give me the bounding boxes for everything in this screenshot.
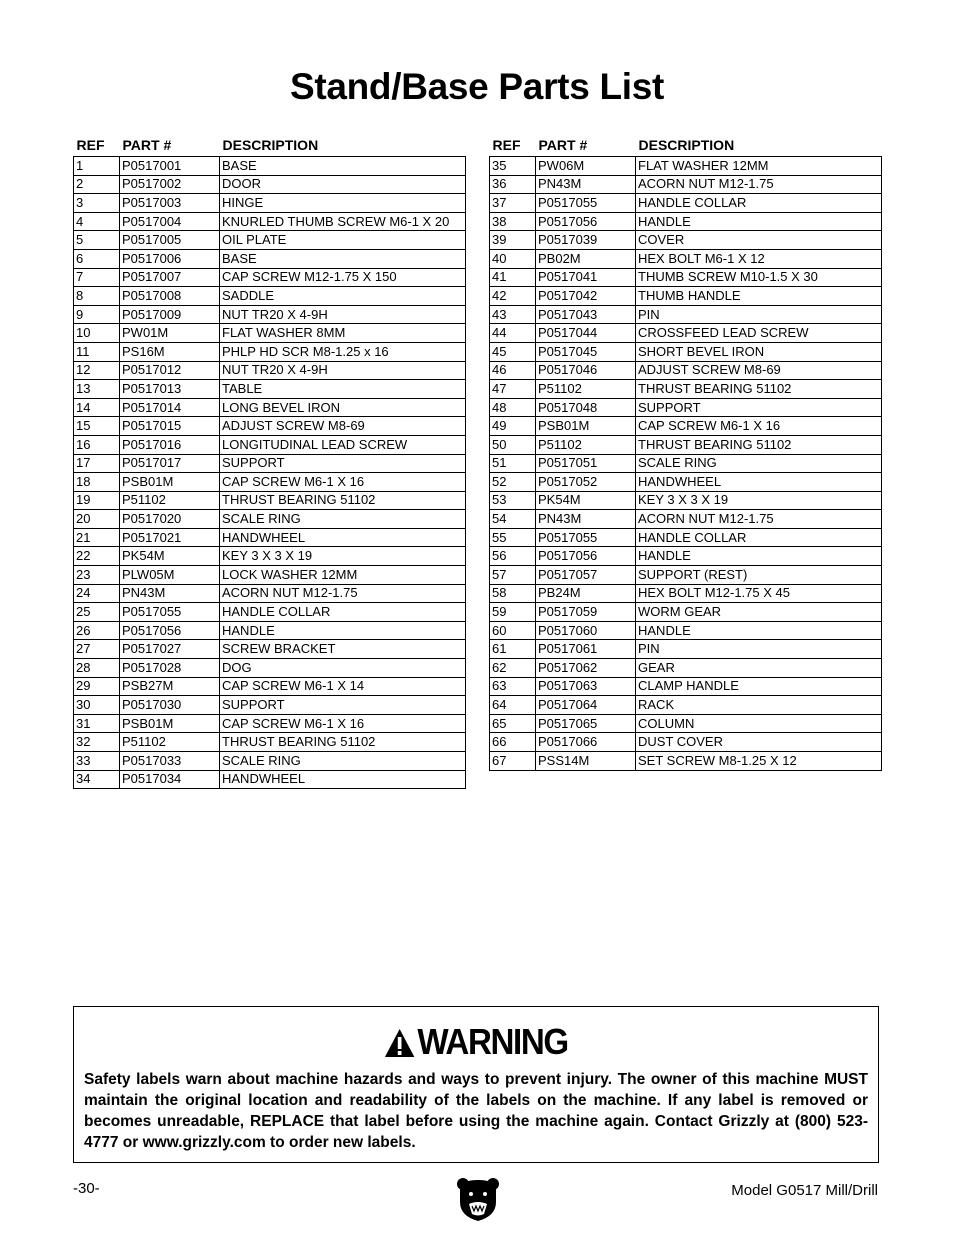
table-row xyxy=(74,696,466,715)
warning-triangle-icon xyxy=(384,1028,415,1058)
description-cell: HANDLE xyxy=(636,212,882,231)
ref-cell: 59 xyxy=(490,603,536,622)
table-row xyxy=(490,361,882,380)
table-row xyxy=(490,752,882,771)
part-number-cell: P51102 xyxy=(536,435,636,454)
parts-table-left xyxy=(73,133,466,789)
page-title: Stand/Base Parts List xyxy=(289,66,665,107)
warning-box xyxy=(73,1006,879,1163)
table-row xyxy=(490,454,882,473)
warning-text: Safety labels warn about machine hazards and ways to prevent injury. The owner of this machine MUST maintain the original location and readability of the labels on the machine. If any label is removed or becomes unreadable, REPLACE that label before using the machine again. Contact Grizzly at (800) 523-4777 or www.grizzly.com to order new labels. xyxy=(84,1071,868,1151)
part-number-cell: P51102 xyxy=(536,380,636,399)
part-number-cell: PB24M xyxy=(536,584,636,603)
ref-cell: 56 xyxy=(490,547,536,566)
part-number-cell: P0517007 xyxy=(120,268,220,287)
table-row xyxy=(490,528,882,547)
ref-cell: 17 xyxy=(74,454,120,473)
model-name: Model G0517 Mill/Drill xyxy=(731,1182,878,1199)
ref-cell: 54 xyxy=(490,510,536,529)
ref-cell: 64 xyxy=(490,696,536,715)
part-number-cell: P0517048 xyxy=(536,398,636,417)
description-cell: DOG xyxy=(220,659,466,678)
description-cell: HANDWHEEL xyxy=(220,528,466,547)
description-cell: ADJUST SCREW M8-69 xyxy=(636,361,882,380)
ref-cell: 48 xyxy=(490,398,536,417)
part-number-cell: P0517041 xyxy=(536,268,636,287)
ref-cell: 13 xyxy=(74,380,120,399)
ref-cell: 19 xyxy=(74,491,120,510)
part-number-cell: PK54M xyxy=(120,547,220,566)
part-number-cell: PSB01M xyxy=(120,714,220,733)
table-row xyxy=(490,547,882,566)
part-number-cell: P51102 xyxy=(120,491,220,510)
description-cell: THRUST BEARING 51102 xyxy=(220,733,466,752)
table-row xyxy=(490,268,882,287)
part-number-cell: P0517030 xyxy=(120,696,220,715)
ref-cell: 65 xyxy=(490,714,536,733)
ref-cell: 2 xyxy=(74,175,120,194)
part-number-cell: P0517034 xyxy=(120,770,220,789)
description-cell: CLAMP HANDLE xyxy=(636,677,882,696)
part-header: PART # xyxy=(122,136,172,153)
table-row xyxy=(490,491,882,510)
description-cell: FLAT WASHER 12MM xyxy=(636,157,882,176)
table-row xyxy=(490,473,882,492)
part-number-cell: PK54M xyxy=(536,491,636,510)
ref-cell: 9 xyxy=(74,305,120,324)
table-row xyxy=(74,194,466,213)
part-number-cell: P0517039 xyxy=(536,231,636,250)
part-number-cell: P0517020 xyxy=(120,510,220,529)
table-row xyxy=(74,305,466,324)
part-number-cell: P0517043 xyxy=(536,305,636,324)
description-cell: THUMB SCREW M10-1.5 X 30 xyxy=(636,268,882,287)
table-row xyxy=(490,584,882,603)
ref-cell: 34 xyxy=(74,770,120,789)
description-cell: BASE xyxy=(220,249,466,268)
description-cell: DUST COVER xyxy=(636,733,882,752)
description-cell: HANDLE COLLAR xyxy=(636,528,882,547)
part-number-cell: P0517057 xyxy=(536,566,636,585)
description-cell: CAP SCREW M12-1.75 X 150 xyxy=(220,268,466,287)
table-row xyxy=(74,473,466,492)
description-cell: HANDLE xyxy=(636,547,882,566)
description-cell: CAP SCREW M6-1 X 16 xyxy=(220,714,466,733)
table-row xyxy=(74,175,466,194)
part-number-cell: P0517004 xyxy=(120,212,220,231)
table-row xyxy=(490,380,882,399)
table-row xyxy=(490,398,882,417)
description-cell: SADDLE xyxy=(220,287,466,306)
ref-cell: 44 xyxy=(490,324,536,343)
part-number-cell: P0517013 xyxy=(120,380,220,399)
part-number-cell: P0517008 xyxy=(120,287,220,306)
part-number-cell: P0517066 xyxy=(536,733,636,752)
part-number-cell: P0517001 xyxy=(120,157,220,176)
description-cell: KEY 3 X 3 X 19 xyxy=(636,491,882,510)
table-row xyxy=(74,640,466,659)
part-number-cell: P0517055 xyxy=(536,528,636,547)
ref-cell: 28 xyxy=(74,659,120,678)
part-number-cell: P0517002 xyxy=(120,175,220,194)
description-cell: PIN xyxy=(636,640,882,659)
parts-table-right xyxy=(489,133,882,771)
description-cell: NUT TR20 X 4-9H xyxy=(220,305,466,324)
description-cell: COLUMN xyxy=(636,714,882,733)
ref-cell: 20 xyxy=(74,510,120,529)
table-row xyxy=(74,510,466,529)
description-cell: CAP SCREW M6-1 X 16 xyxy=(220,473,466,492)
ref-cell: 45 xyxy=(490,342,536,361)
part-number-cell: PN43M xyxy=(536,510,636,529)
ref-cell: 63 xyxy=(490,677,536,696)
ref-cell: 12 xyxy=(74,361,120,380)
part-number-cell: P0517017 xyxy=(120,454,220,473)
table-row xyxy=(74,398,466,417)
part-number-cell: P0517055 xyxy=(120,603,220,622)
ref-cell: 10 xyxy=(74,324,120,343)
table-header-row xyxy=(74,133,466,157)
table-row xyxy=(74,361,466,380)
part-number-cell: PS16M xyxy=(120,342,220,361)
ref-cell: 46 xyxy=(490,361,536,380)
ref-cell: 58 xyxy=(490,584,536,603)
part-number-cell: P0517006 xyxy=(120,249,220,268)
ref-cell: 16 xyxy=(74,435,120,454)
table-row xyxy=(74,752,466,771)
table-row xyxy=(74,733,466,752)
description-cell: THRUST BEARING 51102 xyxy=(220,491,466,510)
description-cell: SUPPORT (REST) xyxy=(636,566,882,585)
ref-cell: 37 xyxy=(490,194,536,213)
part-number-cell: P0517056 xyxy=(120,621,220,640)
part-number-cell: P0517064 xyxy=(536,696,636,715)
ref-cell: 18 xyxy=(74,473,120,492)
ref-cell: 30 xyxy=(74,696,120,715)
table-row xyxy=(490,435,882,454)
part-number-cell: P0517028 xyxy=(120,659,220,678)
description-cell: THUMB HANDLE xyxy=(636,287,882,306)
part-number-cell: P0517044 xyxy=(536,324,636,343)
part-number-cell: P0517012 xyxy=(120,361,220,380)
table-row xyxy=(74,566,466,585)
part-number-cell: P0517027 xyxy=(120,640,220,659)
description-cell: HANDLE COLLAR xyxy=(220,603,466,622)
ref-cell: 66 xyxy=(490,733,536,752)
description-cell: THRUST BEARING 51102 xyxy=(636,435,882,454)
ref-cell: 22 xyxy=(74,547,120,566)
part-number-cell: PSB01M xyxy=(120,473,220,492)
description-cell: OIL PLATE xyxy=(220,231,466,250)
table-row xyxy=(74,659,466,678)
table-row xyxy=(74,157,466,176)
description-cell: ACORN NUT M12-1.75 xyxy=(636,510,882,529)
ref-cell: 43 xyxy=(490,305,536,324)
ref-header: REF xyxy=(76,136,105,153)
table-row xyxy=(74,621,466,640)
table-row xyxy=(74,380,466,399)
description-cell: LONGITUDINAL LEAD SCREW xyxy=(220,435,466,454)
ref-cell: 60 xyxy=(490,621,536,640)
table-row xyxy=(74,714,466,733)
description-cell: PHLP HD SCR M8-1.25 x 16 xyxy=(220,342,466,361)
part-number-cell: PSB27M xyxy=(120,677,220,696)
ref-cell: 67 xyxy=(490,752,536,771)
ref-cell: 52 xyxy=(490,473,536,492)
description-cell: LOCK WASHER 12MM xyxy=(220,566,466,585)
part-number-cell: P0517056 xyxy=(536,212,636,231)
table-header-row xyxy=(490,133,882,157)
description-cell: CROSSFEED LEAD SCREW xyxy=(636,324,882,343)
part-number-cell: P0517016 xyxy=(120,435,220,454)
table-row xyxy=(74,770,466,789)
part-number-cell: P51102 xyxy=(120,733,220,752)
table-row xyxy=(490,157,882,176)
ref-cell: 32 xyxy=(74,733,120,752)
description-cell: CAP SCREW M6-1 X 14 xyxy=(220,677,466,696)
table-row xyxy=(74,491,466,510)
ref-cell: 29 xyxy=(74,677,120,696)
ref-cell: 23 xyxy=(74,566,120,585)
ref-cell: 27 xyxy=(74,640,120,659)
table-row xyxy=(74,231,466,250)
ref-cell: 8 xyxy=(74,287,120,306)
table-row xyxy=(490,659,882,678)
ref-cell: 62 xyxy=(490,659,536,678)
table-row xyxy=(74,584,466,603)
table-row xyxy=(74,417,466,436)
description-cell: NUT TR20 X 4-9H xyxy=(220,361,466,380)
part-header: PART # xyxy=(538,136,588,153)
part-number-cell: P0517056 xyxy=(536,547,636,566)
table-row xyxy=(490,733,882,752)
ref-cell: 41 xyxy=(490,268,536,287)
part-number-cell: P0517005 xyxy=(120,231,220,250)
part-number-cell: PSB01M xyxy=(536,417,636,436)
table-row xyxy=(74,528,466,547)
part-number-cell: PW01M xyxy=(120,324,220,343)
part-number-cell: P0517015 xyxy=(120,417,220,436)
description-cell: HANDWHEEL xyxy=(220,770,466,789)
table-row xyxy=(490,324,882,343)
description-cell: GEAR xyxy=(636,659,882,678)
description-cell: PIN xyxy=(636,305,882,324)
table-row xyxy=(490,417,882,436)
ref-cell: 51 xyxy=(490,454,536,473)
part-number-cell: P0517003 xyxy=(120,194,220,213)
ref-cell: 24 xyxy=(74,584,120,603)
part-number-cell: PSS14M xyxy=(536,752,636,771)
ref-cell: 15 xyxy=(74,417,120,436)
ref-cell: 14 xyxy=(74,398,120,417)
table-row xyxy=(74,547,466,566)
description-cell: RACK xyxy=(636,696,882,715)
ref-cell: 55 xyxy=(490,528,536,547)
ref-cell: 49 xyxy=(490,417,536,436)
description-cell: HEX BOLT M6-1 X 12 xyxy=(636,249,882,268)
table-row xyxy=(490,231,882,250)
description-cell: THRUST BEARING 51102 xyxy=(636,380,882,399)
part-number-cell: P0517061 xyxy=(536,640,636,659)
table-row xyxy=(490,677,882,696)
part-number-cell: PN43M xyxy=(120,584,220,603)
part-number-cell: P0517033 xyxy=(120,752,220,771)
ref-cell: 39 xyxy=(490,231,536,250)
description-cell: KEY 3 X 3 X 19 xyxy=(220,547,466,566)
part-number-cell: PW06M xyxy=(536,157,636,176)
description-cell: SCALE RING xyxy=(220,752,466,771)
description-cell: CAP SCREW M6-1 X 16 xyxy=(636,417,882,436)
part-number-cell: P0517046 xyxy=(536,361,636,380)
ref-cell: 31 xyxy=(74,714,120,733)
description-cell: HANDWHEEL xyxy=(636,473,882,492)
description-cell: ACORN NUT M12-1.75 xyxy=(220,584,466,603)
description-cell: HANDLE xyxy=(220,621,466,640)
description-cell: HINGE xyxy=(220,194,466,213)
table-row xyxy=(490,696,882,715)
table-row xyxy=(74,454,466,473)
table-row xyxy=(74,212,466,231)
description-cell: HEX BOLT M12-1.75 X 45 xyxy=(636,584,882,603)
ref-cell: 26 xyxy=(74,621,120,640)
description-cell: HANDLE xyxy=(636,621,882,640)
description-cell: SUPPORT xyxy=(636,398,882,417)
description-header: DESCRIPTION xyxy=(222,136,319,153)
description-cell: KNURLED THUMB SCREW M6-1 X 20 xyxy=(220,212,466,231)
table-row xyxy=(490,510,882,529)
description-cell: COVER xyxy=(636,231,882,250)
part-number-cell: PLW05M xyxy=(120,566,220,585)
ref-cell: 36 xyxy=(490,175,536,194)
description-cell: SUPPORT xyxy=(220,696,466,715)
table-row xyxy=(74,268,466,287)
part-number-cell: PB02M xyxy=(536,249,636,268)
warning-heading-text: WARNING xyxy=(417,1021,568,1062)
table-row xyxy=(490,342,882,361)
warning-heading xyxy=(106,1021,846,1063)
part-number-cell: P0517042 xyxy=(536,287,636,306)
ref-cell: 7 xyxy=(74,268,120,287)
ref-cell: 3 xyxy=(74,194,120,213)
table-row xyxy=(490,603,882,622)
description-cell: SET SCREW M8-1.25 X 12 xyxy=(636,752,882,771)
ref-cell: 25 xyxy=(74,603,120,622)
table-row xyxy=(490,621,882,640)
description-header: DESCRIPTION xyxy=(638,136,735,153)
description-cell: SCALE RING xyxy=(220,510,466,529)
page-number: -30- xyxy=(73,1180,100,1197)
table-row xyxy=(490,640,882,659)
description-cell: SCALE RING xyxy=(636,454,882,473)
table-row xyxy=(74,249,466,268)
part-number-cell: PN43M xyxy=(536,175,636,194)
description-cell: HANDLE COLLAR xyxy=(636,194,882,213)
description-cell: SUPPORT xyxy=(220,454,466,473)
description-cell: BASE xyxy=(220,157,466,176)
ref-cell: 57 xyxy=(490,566,536,585)
ref-cell: 47 xyxy=(490,380,536,399)
part-number-cell: P0517052 xyxy=(536,473,636,492)
description-cell: SCREW BRACKET xyxy=(220,640,466,659)
ref-cell: 35 xyxy=(490,157,536,176)
ref-cell: 5 xyxy=(74,231,120,250)
table-row xyxy=(74,342,466,361)
description-cell: ADJUST SCREW M8-69 xyxy=(220,417,466,436)
description-cell: WORM GEAR xyxy=(636,603,882,622)
table-row xyxy=(74,603,466,622)
description-cell: DOOR xyxy=(220,175,466,194)
grizzly-bear-logo-icon xyxy=(456,1176,500,1222)
part-number-cell: P0517051 xyxy=(536,454,636,473)
ref-header: REF xyxy=(492,136,521,153)
table-row xyxy=(490,714,882,733)
ref-cell: 40 xyxy=(490,249,536,268)
table-row xyxy=(490,194,882,213)
table-row xyxy=(490,305,882,324)
ref-cell: 1 xyxy=(74,157,120,176)
table-row xyxy=(490,212,882,231)
ref-cell: 53 xyxy=(490,491,536,510)
table-row xyxy=(490,249,882,268)
part-number-cell: P0517065 xyxy=(536,714,636,733)
ref-cell: 21 xyxy=(74,528,120,547)
table-row xyxy=(490,175,882,194)
table-row xyxy=(74,677,466,696)
description-cell: ACORN NUT M12-1.75 xyxy=(636,175,882,194)
ref-cell: 6 xyxy=(74,249,120,268)
description-cell: FLAT WASHER 8MM xyxy=(220,324,466,343)
table-row xyxy=(74,435,466,454)
part-number-cell: P0517009 xyxy=(120,305,220,324)
part-number-cell: P0517055 xyxy=(536,194,636,213)
ref-cell: 42 xyxy=(490,287,536,306)
description-cell: LONG BEVEL IRON xyxy=(220,398,466,417)
ref-cell: 33 xyxy=(74,752,120,771)
table-row xyxy=(74,324,466,343)
description-cell: TABLE xyxy=(220,380,466,399)
ref-cell: 38 xyxy=(490,212,536,231)
part-number-cell: P0517062 xyxy=(536,659,636,678)
part-number-cell: P0517063 xyxy=(536,677,636,696)
table-row xyxy=(490,287,882,306)
part-number-cell: P0517045 xyxy=(536,342,636,361)
ref-cell: 61 xyxy=(490,640,536,659)
table-row xyxy=(490,566,882,585)
part-number-cell: P0517059 xyxy=(536,603,636,622)
ref-cell: 4 xyxy=(74,212,120,231)
table-row xyxy=(74,287,466,306)
part-number-cell: P0517060 xyxy=(536,621,636,640)
ref-cell: 50 xyxy=(490,435,536,454)
part-number-cell: P0517014 xyxy=(120,398,220,417)
part-number-cell: P0517021 xyxy=(120,528,220,547)
description-cell: SHORT BEVEL IRON xyxy=(636,342,882,361)
ref-cell: 11 xyxy=(74,342,120,361)
